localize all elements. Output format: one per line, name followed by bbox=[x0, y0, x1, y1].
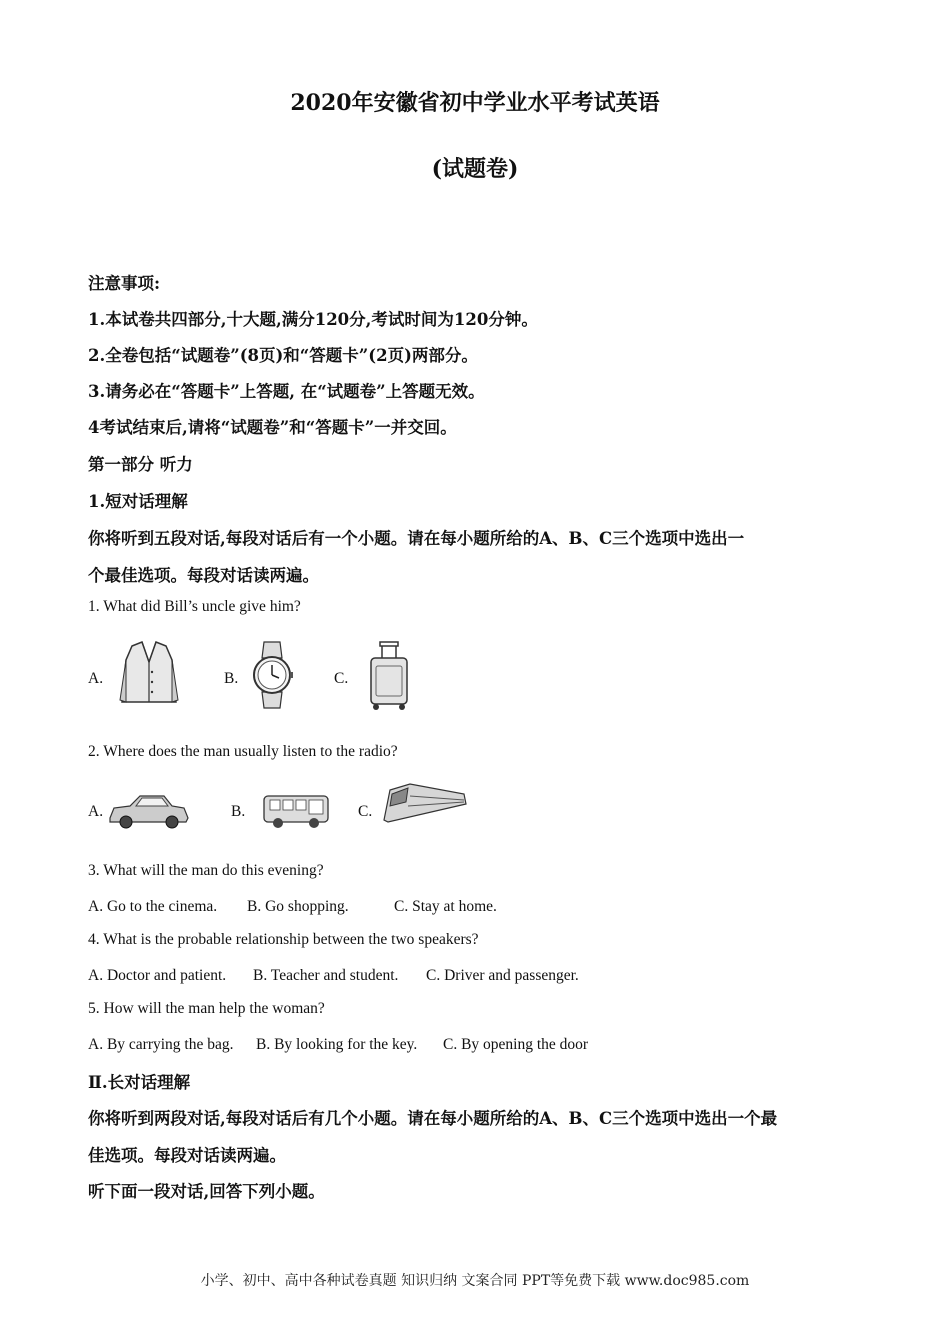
notice-item: 2.全卷包括“试题卷”(8页)和“答题卡”(2页)两部分。 bbox=[88, 346, 478, 365]
section-instructions: 你将听到五段对话,每段对话后有一个小题。请在每小题所给的A、B、C三个选项中选出一 bbox=[88, 529, 745, 548]
notice-item: 4考试结束后,请将“试题卷”和“答题卡”一并交回。 bbox=[88, 418, 457, 437]
option-text: A. Go to the cinema. bbox=[88, 898, 218, 915]
bus-icon bbox=[262, 792, 332, 832]
section-instructions: 个最佳选项。每段对话读两遍。 bbox=[88, 566, 319, 585]
section-instructions: 佳选项。每段对话读两遍。 bbox=[88, 1146, 286, 1165]
option-text: A. By carrying the bag. bbox=[88, 1036, 234, 1053]
option-label: A. bbox=[88, 670, 104, 687]
section-instructions: 你将听到两段对话,每段对话后有几个小题。请在每小题所给的A、B、C三个选项中选出一个最 bbox=[88, 1109, 778, 1128]
option-text: C. Stay at home. bbox=[394, 898, 497, 915]
option-label: C. bbox=[358, 803, 373, 820]
suitcase-icon bbox=[366, 640, 412, 712]
page-footer: 小学、初中、高中各种试卷真题 知识归纳 文案合同 PPT等免费下载 www.doc985.com bbox=[200, 1273, 750, 1289]
page-subtitle: (试题卷) bbox=[431, 156, 519, 182]
option-label: C. bbox=[334, 670, 349, 687]
option-text: C. Driver and passenger. bbox=[426, 967, 579, 984]
option-label: B. bbox=[224, 670, 239, 687]
option-text: C. By opening the door bbox=[443, 1036, 589, 1053]
question-text: 2. Where does the man usually listen to the radio? bbox=[88, 743, 398, 760]
listen-prompt: 听下面一段对话,回答下列小题。 bbox=[88, 1182, 325, 1201]
option-label: A. bbox=[88, 803, 104, 820]
section-heading: 1.短对话理解 bbox=[88, 492, 188, 511]
option-text: B. Go shopping. bbox=[247, 898, 349, 915]
option-text: A. Doctor and patient. bbox=[88, 967, 227, 984]
part-heading: 第一部分 听力 bbox=[88, 455, 193, 474]
question-text: 5. How will the man help the woman? bbox=[88, 1000, 325, 1017]
watch-icon bbox=[250, 640, 294, 710]
page-title: 2020年安徽省初中学业水平考试英语 bbox=[290, 90, 660, 116]
option-text: B. Teacher and student. bbox=[253, 967, 399, 984]
vest-icon bbox=[118, 640, 180, 708]
train-icon bbox=[380, 780, 468, 826]
notice-heading: 注意事项: bbox=[88, 274, 161, 293]
option-text: B. By looking for the key. bbox=[256, 1036, 418, 1053]
notice-item: 1.本试卷共四部分,十大题,满分120分,考试时间为120分钟。 bbox=[88, 310, 538, 329]
section-heading: Ⅱ.长对话理解 bbox=[88, 1073, 191, 1092]
question-text: 1. What did Bill’s uncle give him? bbox=[88, 598, 301, 615]
question-text: 3. What will the man do this evening? bbox=[88, 862, 324, 879]
option-label: B. bbox=[231, 803, 246, 820]
question-text: 4. What is the probable relationship between the two speakers? bbox=[88, 931, 479, 948]
car-icon bbox=[106, 792, 190, 832]
notice-item: 3.请务必在“答题卡”上答题, 在“试题卷”上答题无效。 bbox=[88, 382, 485, 401]
